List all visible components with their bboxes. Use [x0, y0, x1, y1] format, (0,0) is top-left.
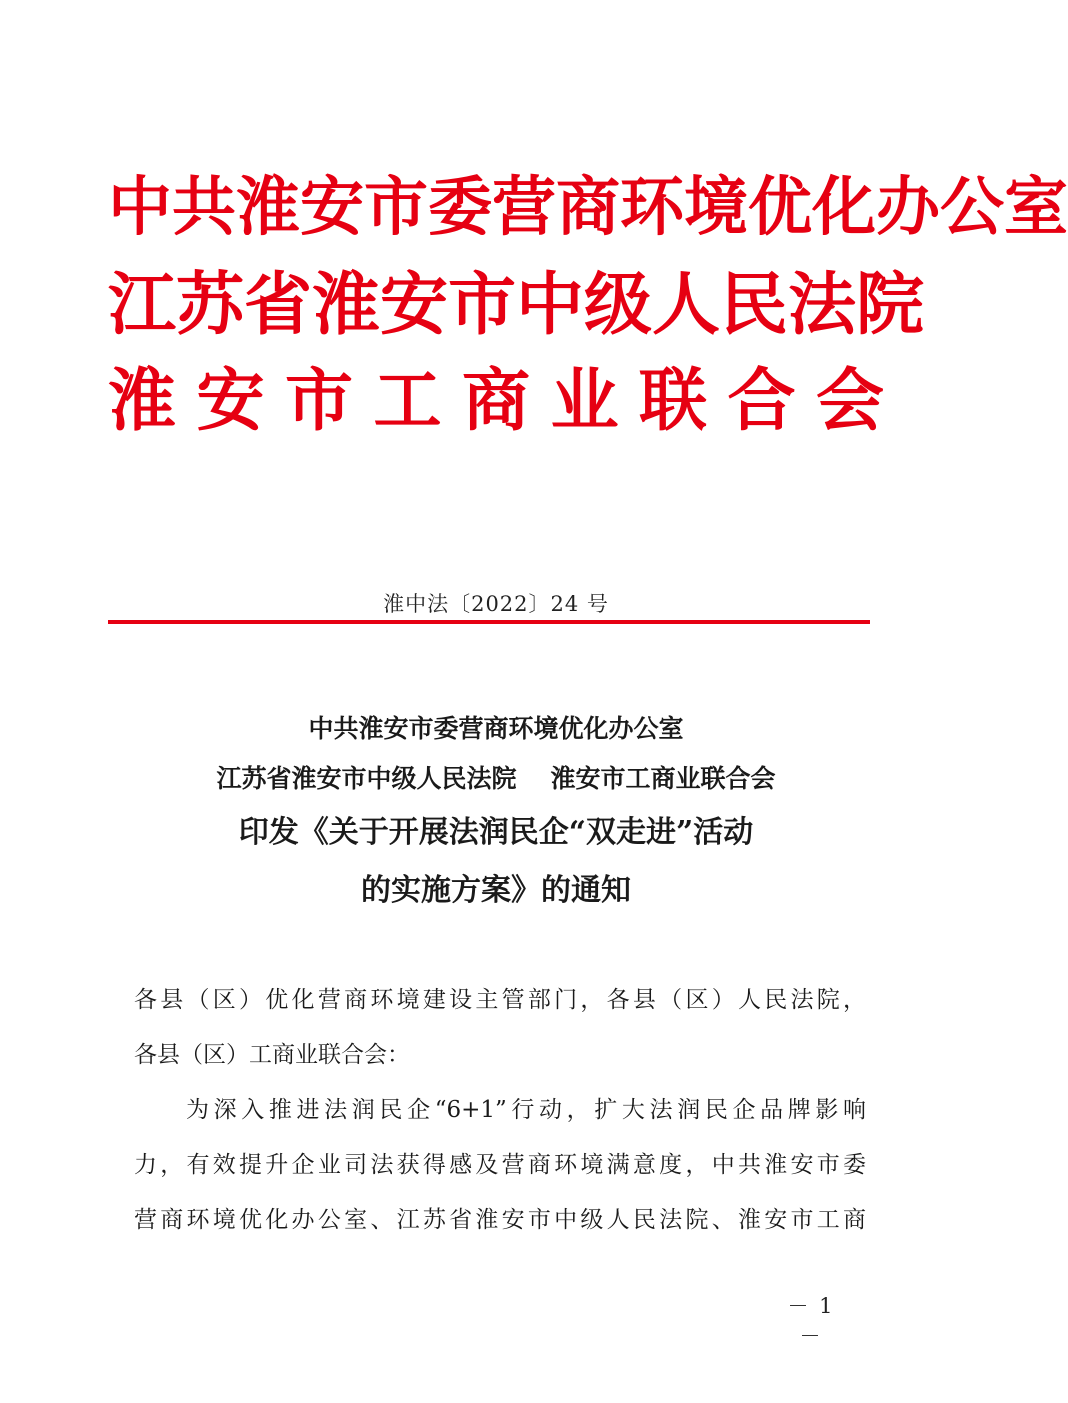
title-line-2-federation: 淮安市工商业联合会 [550, 764, 776, 793]
document-number: 淮中法〔2022〕24 号 [383, 592, 609, 616]
paragraph-line-3: 营商环境优化办公室、江苏省淮安市中级人民法院、淮安市工商 [134, 1207, 866, 1233]
addressee-line-1: 各县（区）优化营商环境建设主管部门，各县（区）人民法院， [134, 987, 866, 1013]
masthead-line-3: 淮安市工商业联合会 [108, 361, 884, 441]
paragraph-line-2: 力，有效提升企业司法获得感及营商环境满意度，中共淮安市委 [134, 1152, 866, 1178]
title-line-3: 印发《关于开展法润民企“双走进”活动 [238, 815, 754, 850]
title-line-2 [0, 754, 992, 804]
paragraph-line-1: 为深入推进法润民企“6+1”行动，扩大法润民企品牌影响 [186, 1097, 866, 1123]
masthead [108, 168, 1068, 446]
masthead-line-1: 中共淮安市委营商环境优化办公室 [108, 170, 1068, 245]
masthead-line-2: 江苏省淮安市中级人民法院 [108, 265, 925, 345]
addressee-line-2: 各县（区）工商业联合会： [134, 1042, 410, 1068]
title-line-4: 的实施方案》的通知 [361, 873, 631, 908]
title-line-1: 中共淮安市委营商环境优化办公室 [308, 714, 684, 743]
document-title [0, 704, 992, 920]
title-line-2-court: 江苏省淮安市中级人民法院 [216, 764, 517, 793]
red-divider [108, 620, 870, 624]
body-text [134, 978, 866, 1253]
page-number: － 1 － [787, 1294, 835, 1348]
